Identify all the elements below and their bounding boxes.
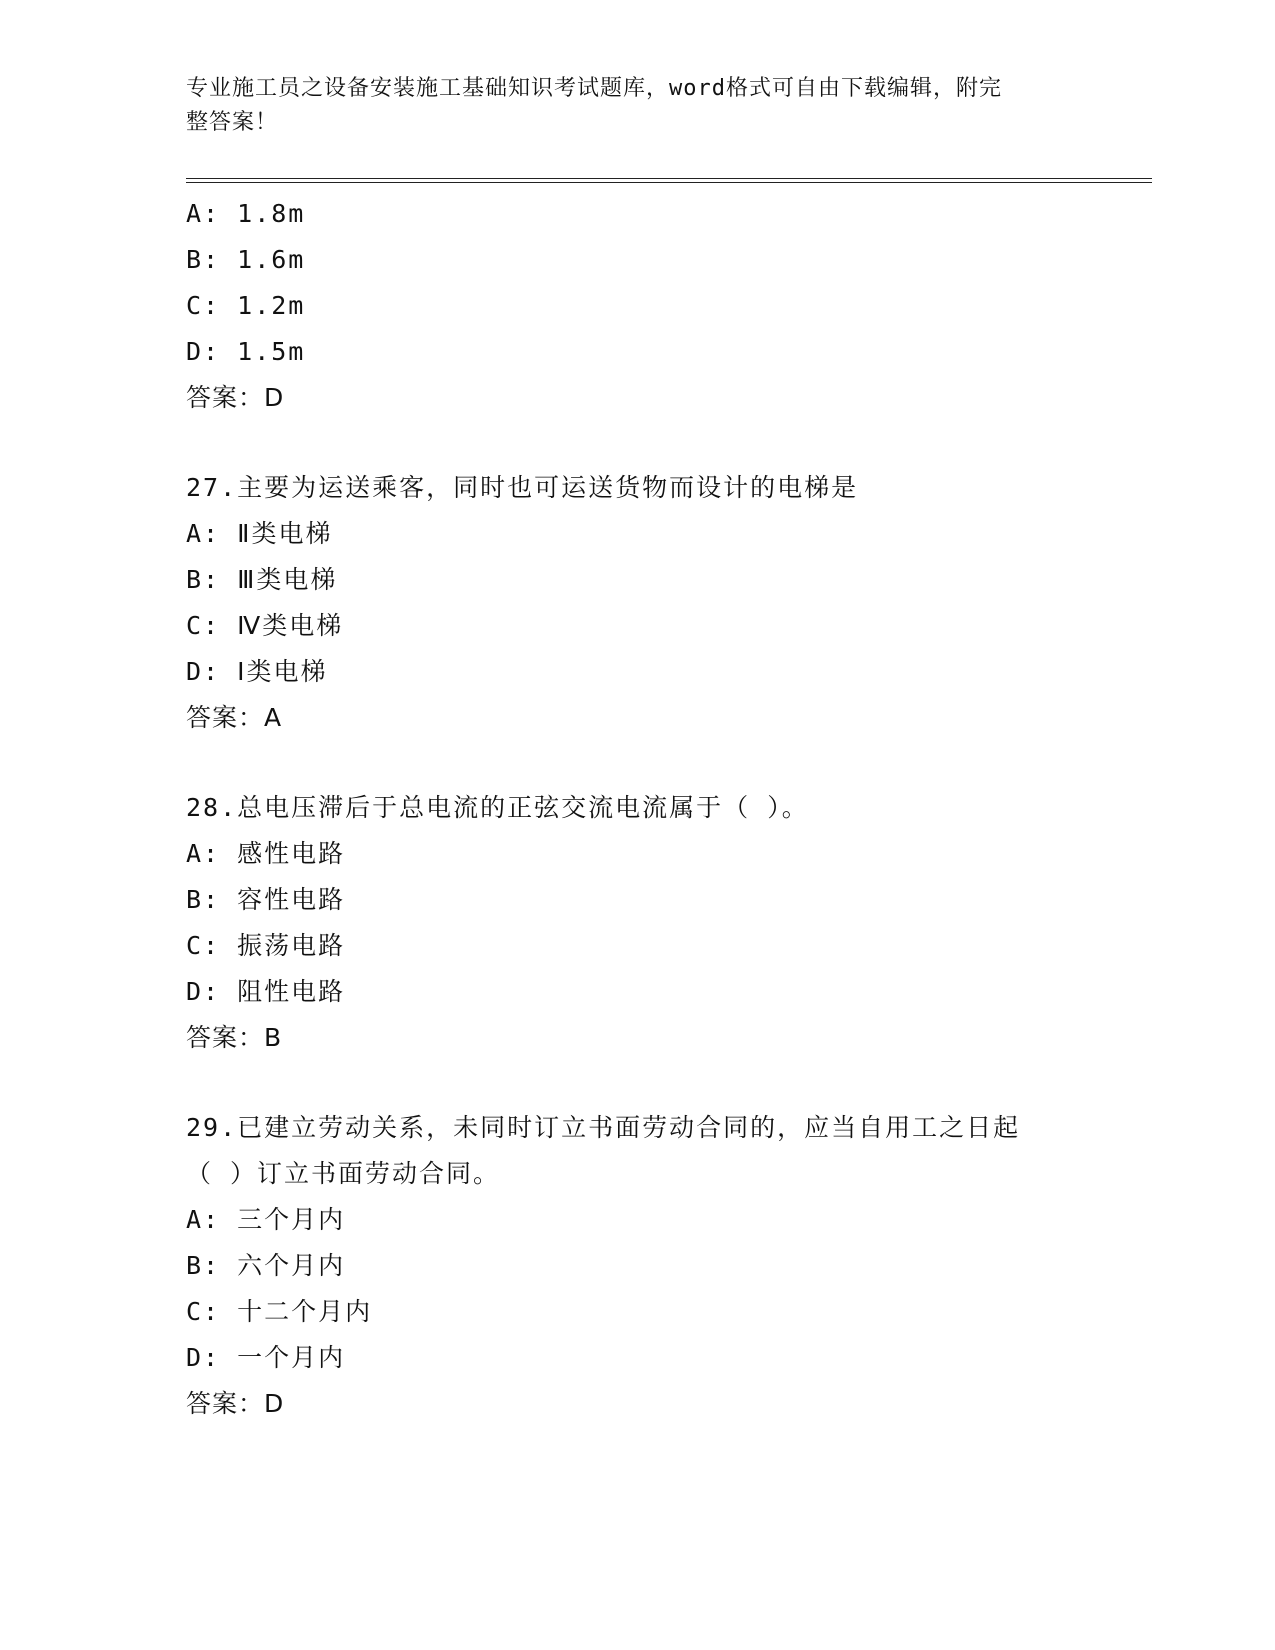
answer: 答案：A xyxy=(186,703,283,732)
option-a: A: 三个月内 xyxy=(186,1205,346,1234)
question-26-continued xyxy=(186,191,1152,421)
question-stem: 28.总电压滞后于总电流的正弦交流电流属于（ ）。 xyxy=(186,793,809,822)
answer: 答案：D xyxy=(186,1389,285,1418)
question-29 xyxy=(186,1105,1152,1427)
answer: 答案：D xyxy=(186,383,285,412)
header-divider-top xyxy=(186,178,1152,179)
option-d: D: 阻性电路 xyxy=(186,977,346,1006)
question-stem-line-1: 29.已建立劳动关系，未同时订立书面劳动合同的，应当自用工之日起 xyxy=(186,1113,1021,1142)
question-stem: 27.主要为运送乘客，同时也可运送货物而设计的电梯是 xyxy=(186,473,859,502)
document-header xyxy=(186,72,1066,140)
header-divider-bottom xyxy=(186,182,1152,183)
answer: 答案：B xyxy=(186,1023,283,1052)
header-line-2: 整答案！ xyxy=(186,110,279,135)
option-a: A: Ⅱ类电梯 xyxy=(186,519,333,548)
question-stem-line-2: （ ）订立书面劳动合同。 xyxy=(186,1159,501,1188)
option-b: B: 六个月内 xyxy=(186,1251,346,1280)
option-a: A: 1.8m xyxy=(186,199,306,228)
option-d: D: 一个月内 xyxy=(186,1343,346,1372)
option-b: B: 容性电路 xyxy=(186,885,346,914)
option-b: B: Ⅲ类电梯 xyxy=(186,565,338,594)
question-27 xyxy=(186,465,1152,741)
option-a: A: 感性电路 xyxy=(186,839,346,868)
option-c: C: 振荡电路 xyxy=(186,931,346,960)
option-d: D: Ⅰ类电梯 xyxy=(186,657,328,686)
option-d: D: 1.5m xyxy=(186,337,306,366)
option-c: C: Ⅳ类电梯 xyxy=(186,611,344,640)
option-c: C: 十二个月内 xyxy=(186,1297,373,1326)
option-c: C: 1.2m xyxy=(186,291,306,320)
question-28 xyxy=(186,785,1152,1061)
question-list xyxy=(186,191,1152,1471)
option-b: B: 1.6m xyxy=(186,245,306,274)
header-line-1: 专业施工员之设备安装施工基础知识考试题库，word格式可自由下载编辑，附完 xyxy=(186,76,1002,101)
